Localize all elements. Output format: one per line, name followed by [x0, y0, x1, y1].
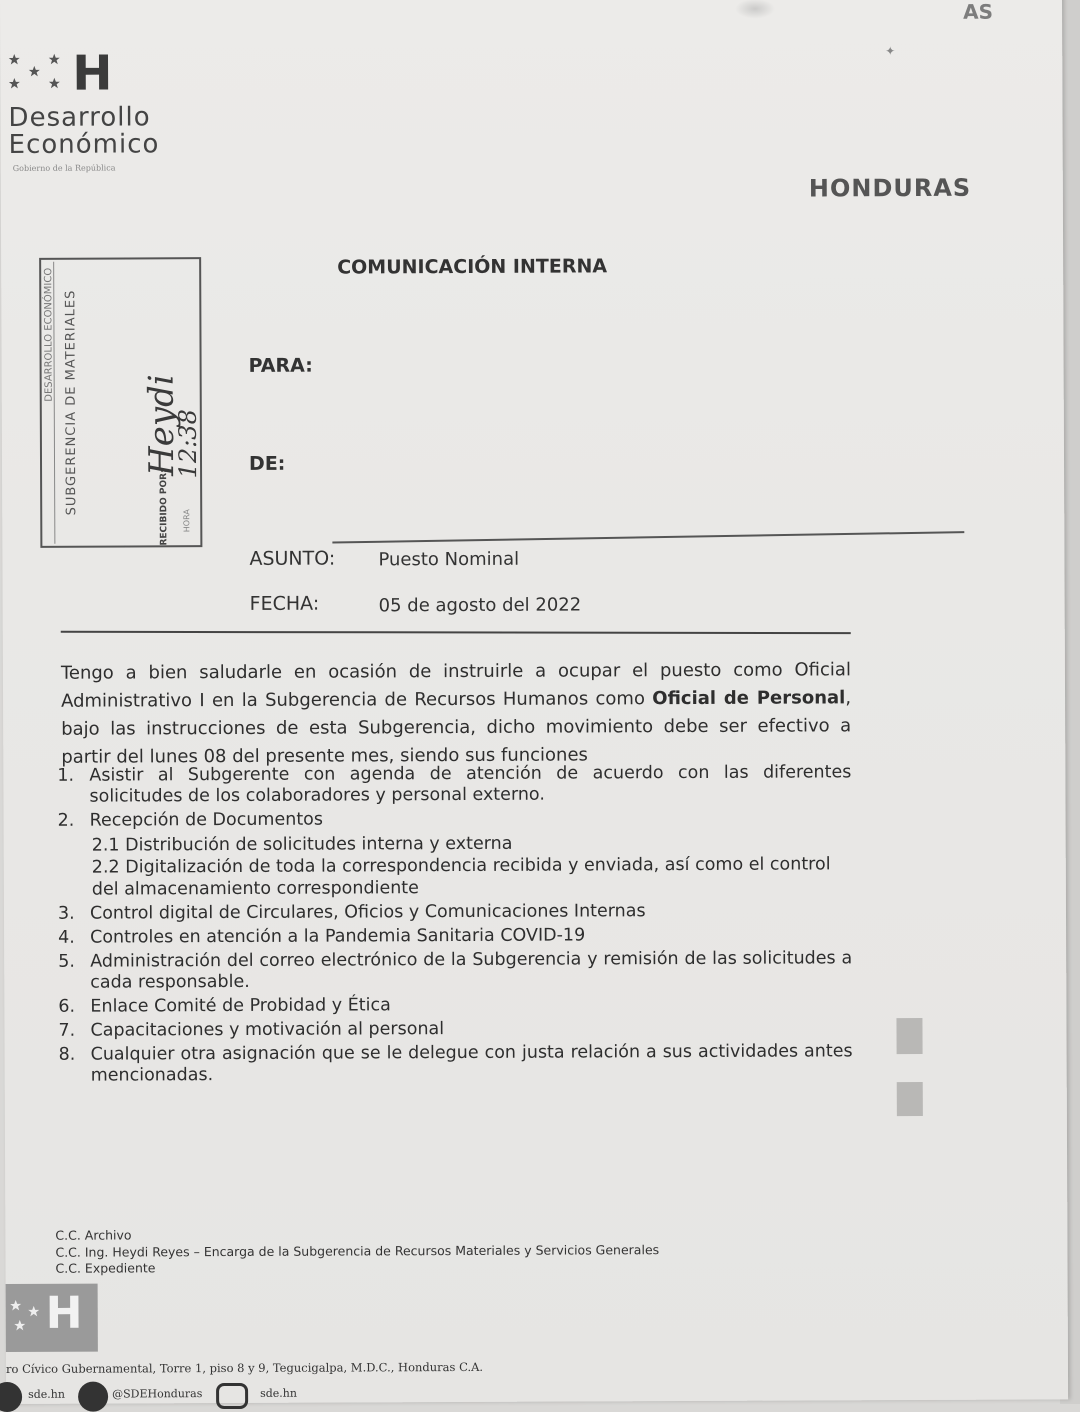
- social-twitter: @SDEHonduras: [112, 1387, 203, 1401]
- corner-star-icon: ✦: [885, 44, 896, 59]
- list-item: 8. Cualquier otra asignación que se le delegue con justa relación a sus actividades antes mencionadas.: [58, 1041, 853, 1086]
- list-item: 5. Administración del correo electrónico de la Subgerencia y remisión de las solicitudes a cada responsable.: [58, 948, 853, 993]
- scan-artifact: [896, 1018, 922, 1054]
- logo-mark: H: [72, 45, 111, 102]
- social-instagram: sde.hn: [260, 1386, 297, 1400]
- stamp-time: 12:38: [173, 409, 203, 479]
- corner-mark: AS: [963, 0, 994, 24]
- sub-list-item: 2.1 Distribución de solicitudes interna y externa: [91, 833, 513, 856]
- stamp-dept-text: SUBGERENCIA DE MATERIALES: [63, 289, 80, 516]
- footer-star-icon: [10, 1298, 44, 1338]
- scan-artifact: [897, 1082, 923, 1116]
- para-label: PARA:: [248, 354, 313, 377]
- cc-line: C.C. Ing. Heydi Reyes – Encarga de la Subgerencia de Recursos Materiales y Servicios Generales: [55, 1242, 660, 1260]
- body-text-bold: Oficial de Personal: [652, 687, 846, 710]
- footer-logo-mark: H: [45, 1287, 83, 1339]
- stamp-hora-label: HORA: [182, 509, 192, 533]
- paper-stain: [735, 0, 775, 19]
- instagram-icon: [216, 1383, 248, 1409]
- org-subtitle: Gobierno de la República: [12, 163, 116, 173]
- header-divider: [332, 531, 964, 543]
- footer-logo: [6, 1284, 98, 1352]
- list-item: 6. Enlace Comité de Probidad y Ética: [58, 995, 391, 1017]
- stamp-received-label: RECIBIDO POR:: [159, 469, 170, 546]
- list-item: 2. Recepción de Documentos: [57, 809, 324, 831]
- star-icon: [8, 52, 68, 92]
- de-label: DE:: [248, 452, 286, 475]
- memo-title: COMUNICACIÓN INTERNA: [337, 255, 608, 279]
- list-item: 7. Capacitaciones y motivación al personal: [58, 1019, 445, 1041]
- stamp-signature: Heydi: [141, 374, 183, 477]
- asunto-label: ASUNTO:: [249, 547, 336, 570]
- org-name-line1: Desarrollo: [8, 102, 151, 133]
- fecha-label: FECHA:: [249, 592, 320, 615]
- cc-line: C.C. Expediente: [55, 1260, 156, 1276]
- country-name: HONDURAS: [808, 173, 972, 203]
- twitter-icon: [78, 1382, 108, 1412]
- memo-body-paragraph: [61, 656, 851, 771]
- facebook-icon: [0, 1382, 22, 1412]
- stamp-org-text: DESARROLLO ECONÓMICO: [43, 267, 55, 402]
- list-item: 1. Asistir al Subgerente con agenda de atención de acuerdo con las diferentes solicitudes de los colaboradores y personal externo.: [57, 762, 852, 807]
- list-item: 3. Control digital de Circulares, Oficios y Comunicaciones Internas: [57, 901, 646, 924]
- fecha-value: 05 de agosto del 2022: [378, 594, 582, 617]
- footer-address: ro Cívico Gubernamental, Torre 1, piso 8 y 9, Tegucigalpa, M.D.C., Honduras C.A.: [5, 1359, 484, 1376]
- body-text-part1: Tengo a bien saludarle en ocasión de instruirle a ocupar el puesto como Oficial Administrativo I en la Subgerencia de Recursos Humanos como: [60, 659, 851, 712]
- list-item: 4. Controles en atención a la Pandemia Sanitaria COVID-19: [58, 925, 586, 948]
- cc-line: C.C. Archivo: [55, 1227, 132, 1243]
- body-text-part2: , bajo las instrucciones de esta Subgerencia, dicho movimiento debe ser efectivo a partir del lunes 08 del presente mes, siendo sus funciones: [61, 687, 852, 768]
- functions-list: [57, 762, 852, 1089]
- asunto-value: Puesto Nominal: [378, 548, 520, 571]
- org-name-line2: Económico: [8, 129, 160, 160]
- received-stamp: [39, 257, 202, 548]
- sub-list-item: 2.2 Digitalización de toda la correspondencia recibida y enviada, así como el control del almacenamiento correspondiente: [91, 854, 831, 900]
- body-divider: [61, 631, 851, 634]
- social-facebook: sde.hn: [28, 1387, 65, 1401]
